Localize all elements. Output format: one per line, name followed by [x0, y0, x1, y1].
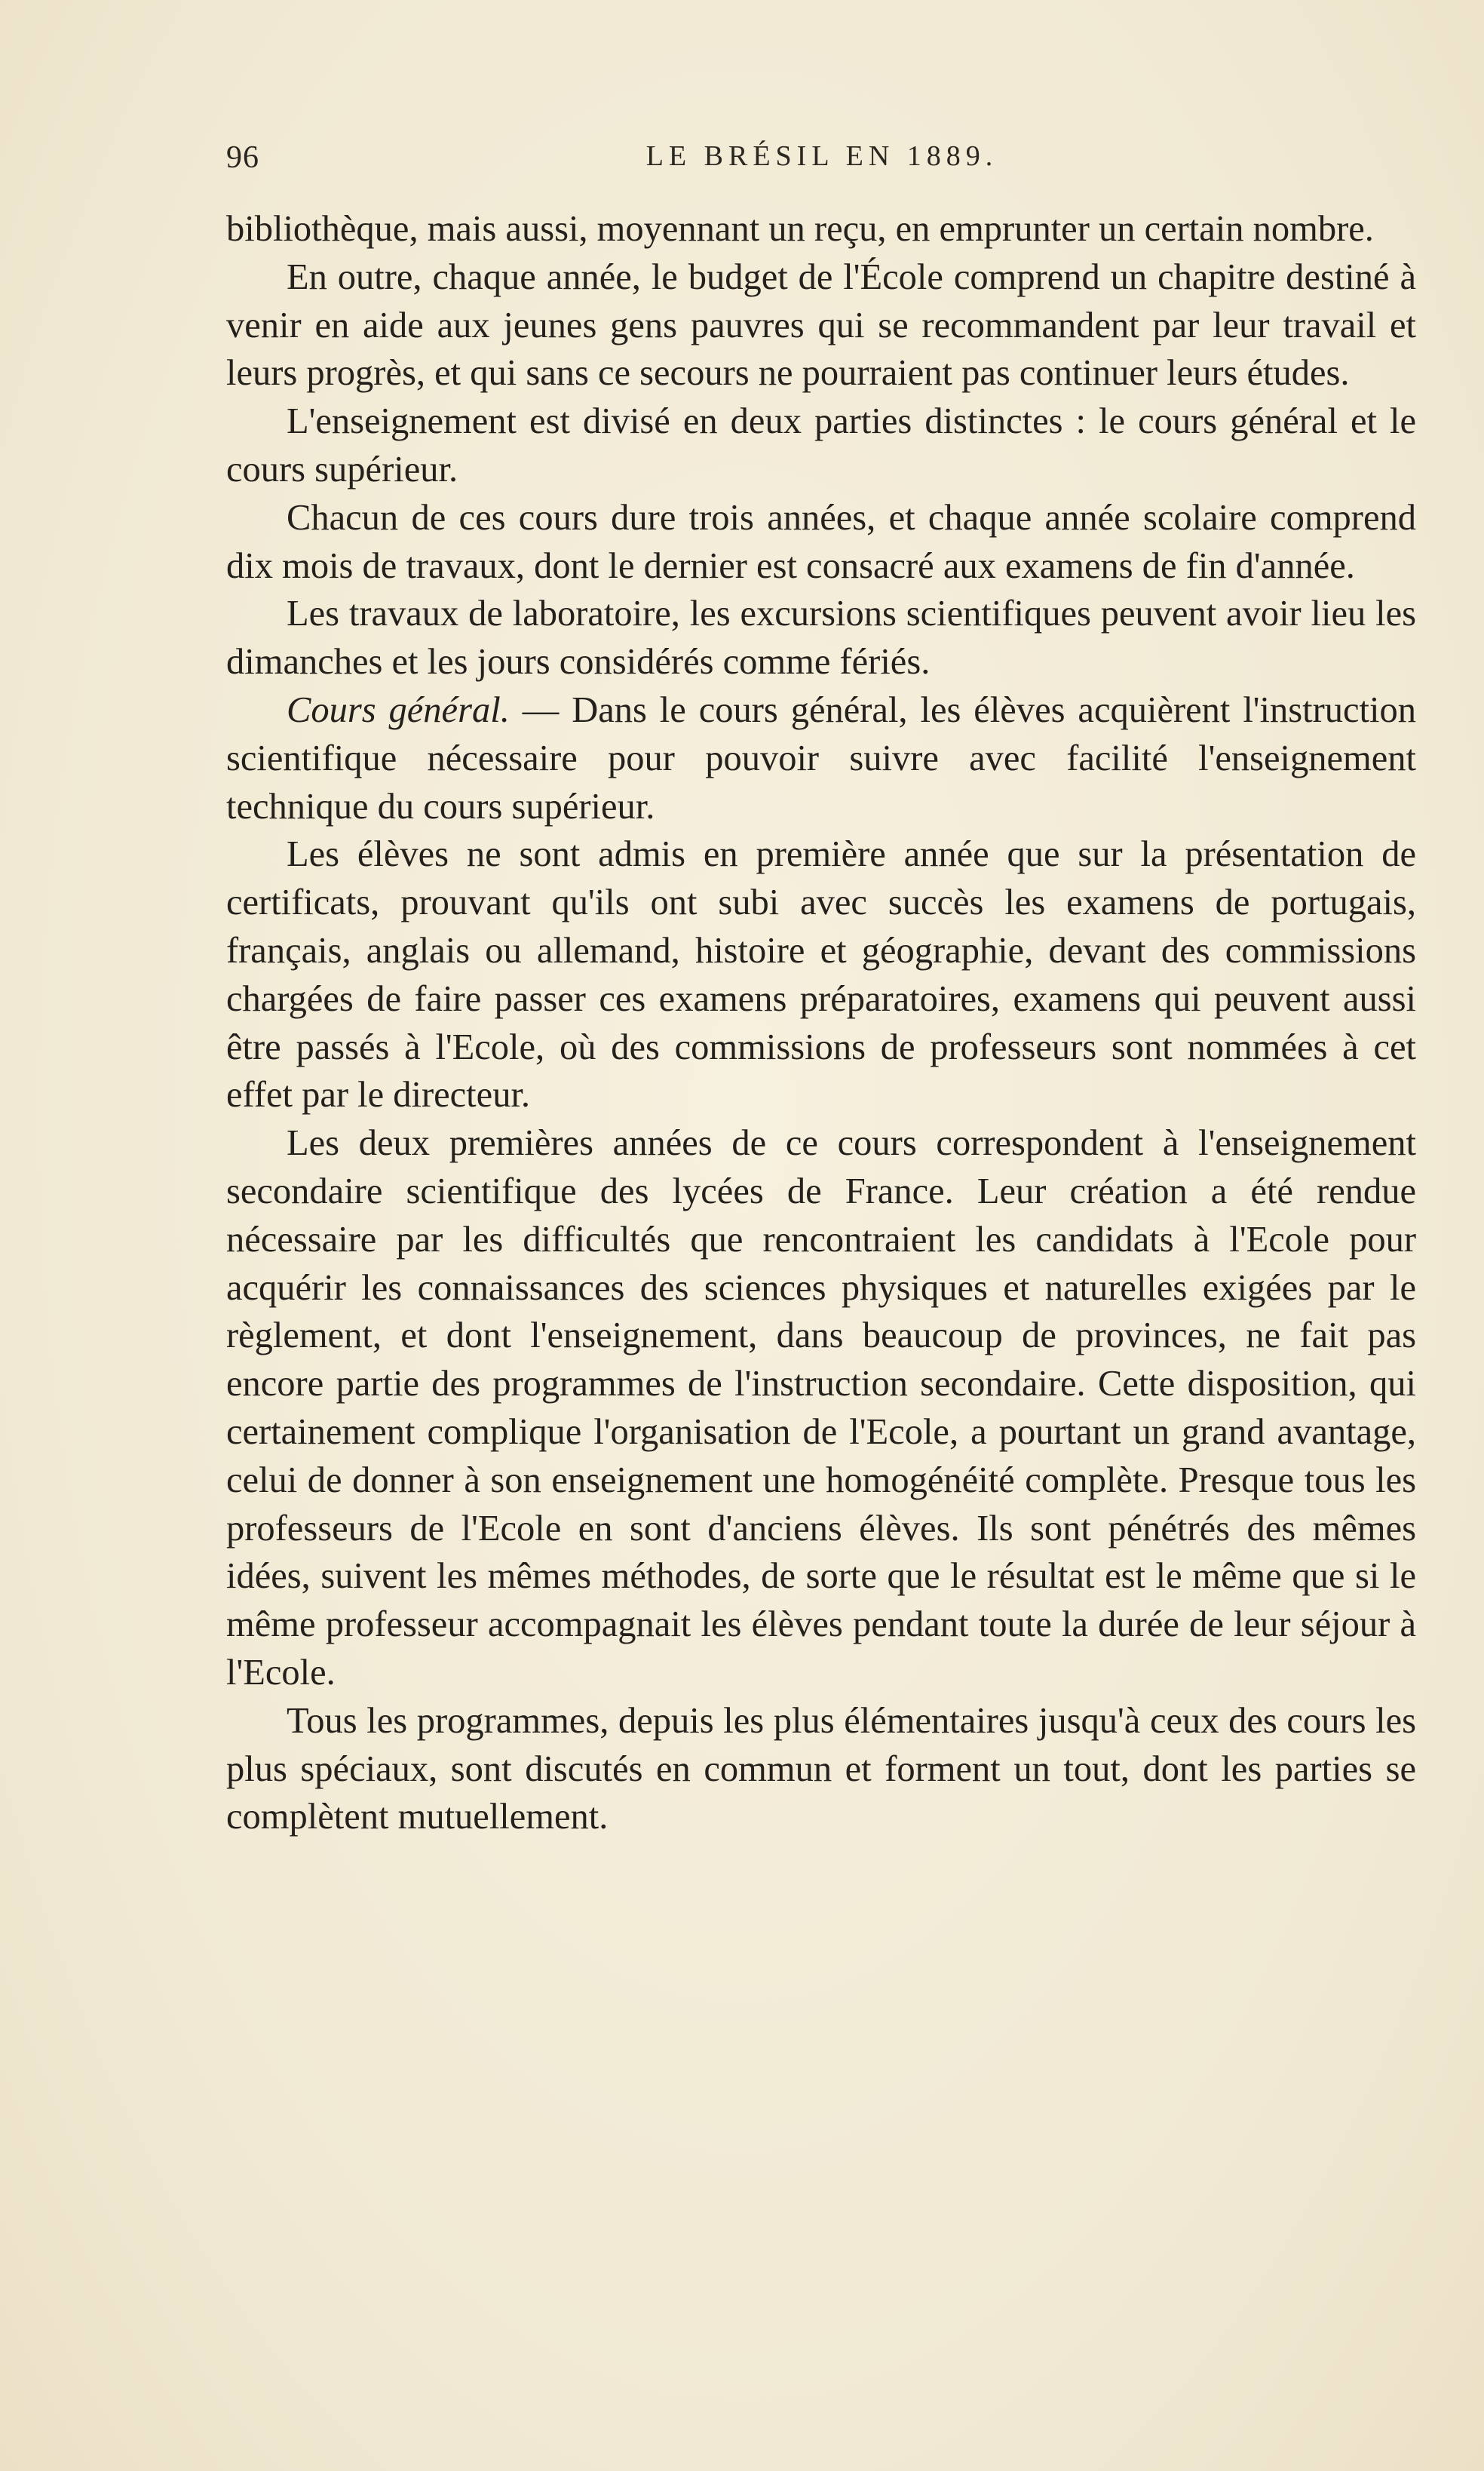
body-text [226, 205, 1416, 1841]
paragraph-travaux-laboratoire: Les travaux de laboratoire, les excursions scientifiques peuvent avoir lieu les dimanches et les jours considérés comme fériés. [226, 594, 1416, 683]
paragraph-cours-general [226, 686, 1416, 830]
paragraph-premieres-annees: Les deux premières années de ce cours correspondent à l'enseignement secondaire scientifique des lycées de France. Leur création a été rendue nécessaire par les difficultés que rencontraient les candidats à l'Ecole pour acquérir les connaissances des sciences physiques et naturelles exigées par le règlement, et dont l'enseignement, dans beaucoup de provinces, ne fait pas encore partie des programmes de l'instruction secondaire. Cette disposition, qui certainement complique l'organisation de l'Ecole, a pourtant un grand avantage, celui de donner à son enseignement une homogénéité complète. Presque tous les professeurs de l'Ecole en sont d'anciens élèves. Ils sont pénétrés des mêmes idées, suivent les mêmes méthodes, de sorte que le résultat est le même que si le même professeur accompagnait les élèves pendant toute la durée de leur séjour à l'Ecole. [226, 1123, 1416, 1693]
page-header [226, 140, 1418, 185]
running-title: LE BRÉSIL EN 1889. [645, 140, 998, 172]
paragraph-cours-general-text: — Dans le cours général, les élèves acquièrent l'instruction scientifique nécessaire pour pouvoir suivre avec facilité l'enseignement technique du cours supérieur. [226, 689, 1416, 827]
section-subheading: Cours général. [287, 689, 510, 730]
paragraph-duree-cours: Chacun de ces cours dure trois années, et chaque année scolaire comprend dix mois de travaux, dont le dernier est consacré aux examens de fin d'année. [226, 497, 1416, 586]
paragraph-budget: En outre, chaque année, le budget de l'École comprend un chapitre destiné à venir en aide aux jeunes gens pauvres qui se recommandent par leur travail et leurs progrès, et qui sans ce secours ne pourraient pas continuer leurs études. [226, 256, 1416, 394]
paragraph-admission: Les élèves ne sont admis en première année que sur la présentation de certificats, prouvant qu'ils ont subi avec succès les examens de portugais, français, anglais ou allemand, histoire et géographie, devant des commissions chargées de faire passer ces examens préparatoires, examens qui peuvent aussi être passés à l'Ecole, où des commissions de professeurs sont nommées à cet effet par le directeur. [226, 834, 1416, 1116]
paragraph-enseignement: L'enseignement est divisé en deux parties distinctes : le cours général et le cours supérieur. [226, 401, 1416, 490]
paragraph-programmes: Tous les programmes, depuis les plus élémentaires jusqu'à ceux des cours les plus spéciaux, sont discutés en commun et forment un tout, dont les parties se complètent mutuellement. [226, 1700, 1416, 1837]
page-number: 96 [226, 140, 259, 175]
paragraph-continuation: bibliothèque, mais aussi, moyennant un reçu, en emprunter un certain nombre. [226, 209, 1374, 249]
